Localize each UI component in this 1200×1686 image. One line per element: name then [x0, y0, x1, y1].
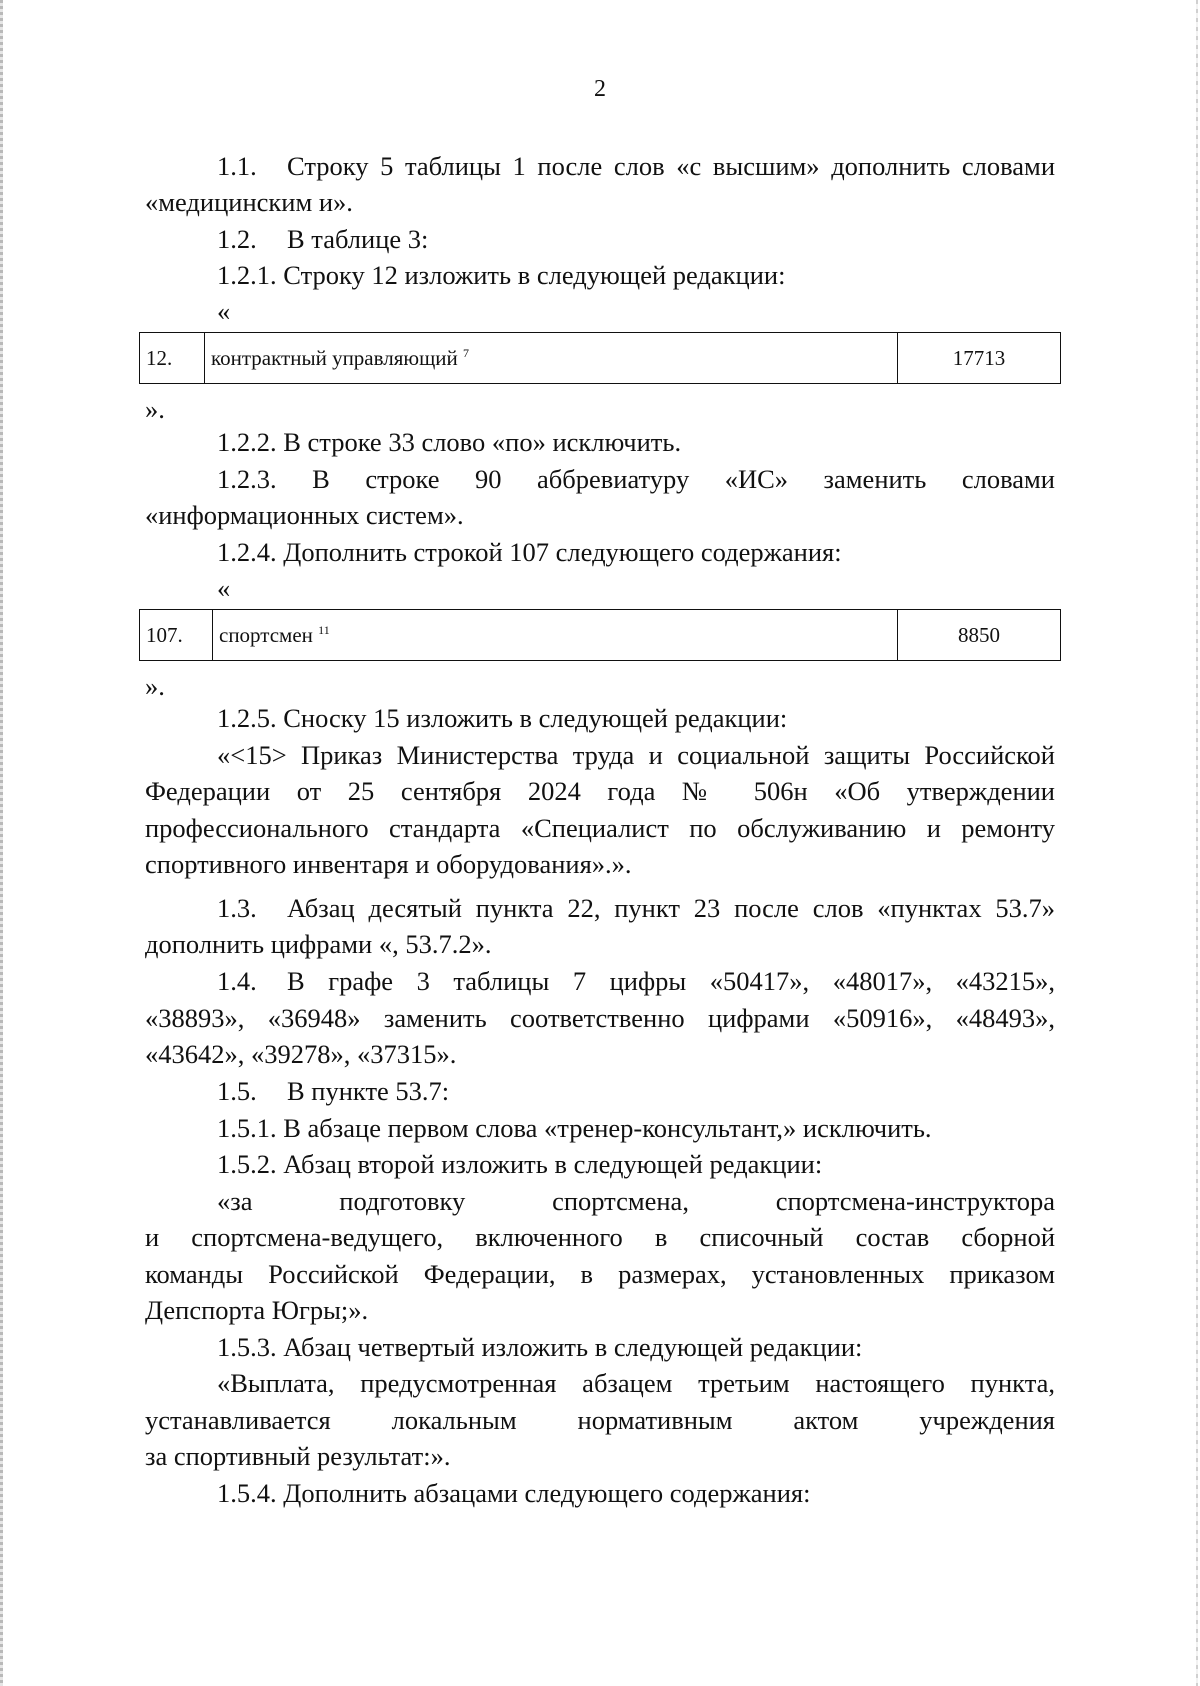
- quote-1-5-2-line3: команды Российской Федерации, в размерах, установленных приказом: [145, 1259, 1055, 1289]
- item-number: 1.5.: [217, 1076, 257, 1106]
- quote-1-5-3-line3: за спортивный результат:».: [145, 1441, 451, 1471]
- item-text: В пункте 53.7:: [287, 1076, 450, 1106]
- paragraph-1-5-4: 1.5.4. Дополнить абзацами следующего содержания:: [217, 1478, 811, 1508]
- table-row: [140, 333, 1061, 384]
- paragraph-1-1-line2: «медицинским и».: [145, 187, 353, 217]
- row-number-cell: 12.: [140, 333, 205, 384]
- page-number: 2: [594, 76, 606, 102]
- footnote-ref: 7: [463, 345, 469, 360]
- closing-quote: ».: [145, 671, 165, 701]
- row-value-cell: 8850: [898, 610, 1061, 661]
- item-number: 1.2.: [217, 224, 257, 254]
- paragraph-1-2-3-line2: «информационных систем».: [145, 500, 464, 530]
- item-number: 1.3.: [217, 893, 257, 923]
- footnote15-line2: Федерации от 25 сентября 2024 года № 506н «Об утверждении: [145, 776, 1055, 806]
- opening-quote: «: [217, 296, 231, 326]
- paragraph-1-3-line1: [145, 890, 1055, 927]
- row-value-cell: 17713: [898, 333, 1061, 384]
- quote-1-5-2-line2: и спортсмена-ведущего, включенного в списочный состав сборной: [145, 1222, 1055, 1252]
- paragraph-1-5: [145, 1073, 1055, 1110]
- row-number-cell: 107.: [140, 610, 213, 661]
- quote-1-5-2-line1: «за подготовку спортсмена, спортсмена-инструктора: [217, 1186, 1055, 1216]
- item-text: Абзац десятый пункта 22, пункт 23 после слов «пунктах 53.7»: [287, 893, 1055, 923]
- row-name-text: спортсмен: [219, 622, 313, 647]
- paragraph-1-2-1: 1.2.1. Строку 12 изложить в следующей редакции:: [217, 260, 786, 290]
- row-name-cell: [205, 333, 898, 384]
- inserted-table-row-12: [139, 332, 1061, 384]
- paragraph-1-2-3-line1: 1.2.3. В строке 90 аббревиатуру «ИС» заменить словами: [217, 464, 1055, 494]
- quote-1-5-3-line2: устанавливается локальным нормативным актом учреждения: [145, 1405, 1055, 1435]
- table-row: [140, 610, 1061, 661]
- row-name-text: контрактный управляющий: [211, 345, 458, 370]
- paragraph-1-5-1: 1.5.1. В абзаце первом слова «тренер-консультант,» исключить.: [217, 1113, 932, 1143]
- closing-quote: ».: [145, 394, 165, 424]
- paragraph-1-4-line2: «38893», «36948» заменить соответственно цифрами «50916», «48493»,: [145, 1003, 1055, 1033]
- paragraph-1-4-line1: [145, 963, 1055, 1000]
- opening-quote: «: [217, 573, 231, 603]
- paragraph-1-3-line2: дополнить цифрами «, 53.7.2».: [145, 929, 492, 959]
- footnote-ref: 11: [318, 622, 330, 637]
- paragraph-1-1-line1: [145, 148, 1055, 185]
- paragraph-1-2-5: 1.2.5. Сноску 15 изложить в следующей редакции:: [217, 703, 788, 733]
- quote-1-5-2-line4: Депспорта Югры;».: [145, 1295, 369, 1325]
- paragraph-1-2: [145, 221, 1055, 258]
- paragraph-1-5-3: 1.5.3. Абзац четвертый изложить в следующей редакции:: [217, 1332, 863, 1362]
- item-text: В таблице 3:: [287, 224, 429, 254]
- scan-edge-right: [1196, 0, 1198, 1686]
- item-text: Строку 5 таблицы 1 после слов «с высшим» дополнить словами: [287, 151, 1055, 181]
- footnote15-line3: профессионального стандарта «Специалист по обслуживанию и ремонту: [145, 813, 1055, 843]
- footnote15-line4: спортивного инвентаря и оборудования».».: [145, 849, 632, 879]
- quote-1-5-3-line1: «Выплата, предусмотренная абзацем третьим настоящего пункта,: [217, 1368, 1055, 1398]
- paragraph-1-2-2: 1.2.2. В строке 33 слово «по» исключить.: [217, 427, 682, 457]
- footnote15-line1: «<15> Приказ Министерства труда и социальной защиты Российской: [217, 740, 1055, 770]
- inserted-table-row-107: [139, 609, 1061, 661]
- item-number: 1.1.: [217, 151, 257, 181]
- item-text: В графе 3 таблицы 7 цифры «50417», «48017», «43215»,: [287, 966, 1055, 996]
- scan-edge-left: [0, 0, 3, 1686]
- item-number: 1.4.: [217, 966, 257, 996]
- paragraph-1-2-4: 1.2.4. Дополнить строкой 107 следующего содержания:: [217, 537, 842, 567]
- paragraph-1-4-line3: «43642», «39278», «37315».: [145, 1039, 457, 1069]
- paragraph-1-5-2: 1.5.2. Абзац второй изложить в следующей редакции:: [217, 1149, 823, 1179]
- row-name-cell: [213, 610, 898, 661]
